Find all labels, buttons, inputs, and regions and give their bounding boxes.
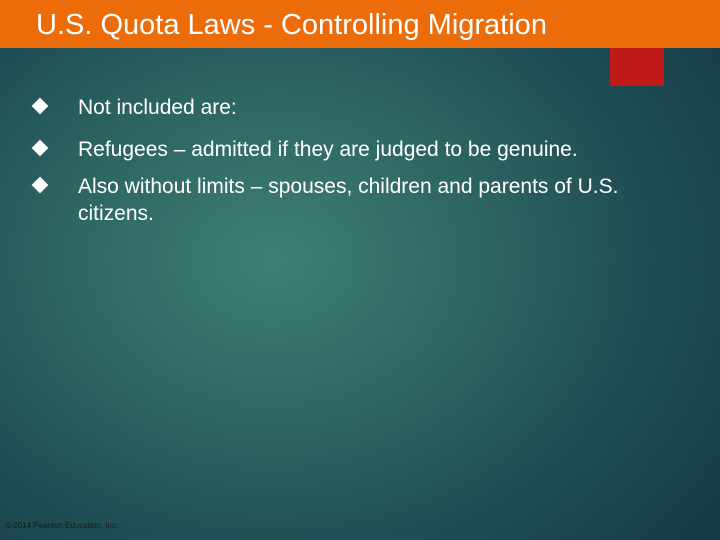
diamond-bullet-icon — [32, 98, 49, 115]
diamond-bullet-icon — [32, 177, 49, 194]
bullet-text: Refugees – admitted if they are judged to be genuine. — [78, 138, 578, 161]
diamond-bullet-icon — [32, 140, 49, 157]
slide-title: U.S. Quota Laws - Controlling Migration — [36, 9, 547, 41]
copyright-footer: © 2014 Pearson Education, Inc. — [5, 521, 119, 530]
bullet-text: Also without limits – spouses, children and parents of U.S. citizens. — [78, 175, 619, 225]
bullet-text: Not included are: — [78, 96, 237, 119]
